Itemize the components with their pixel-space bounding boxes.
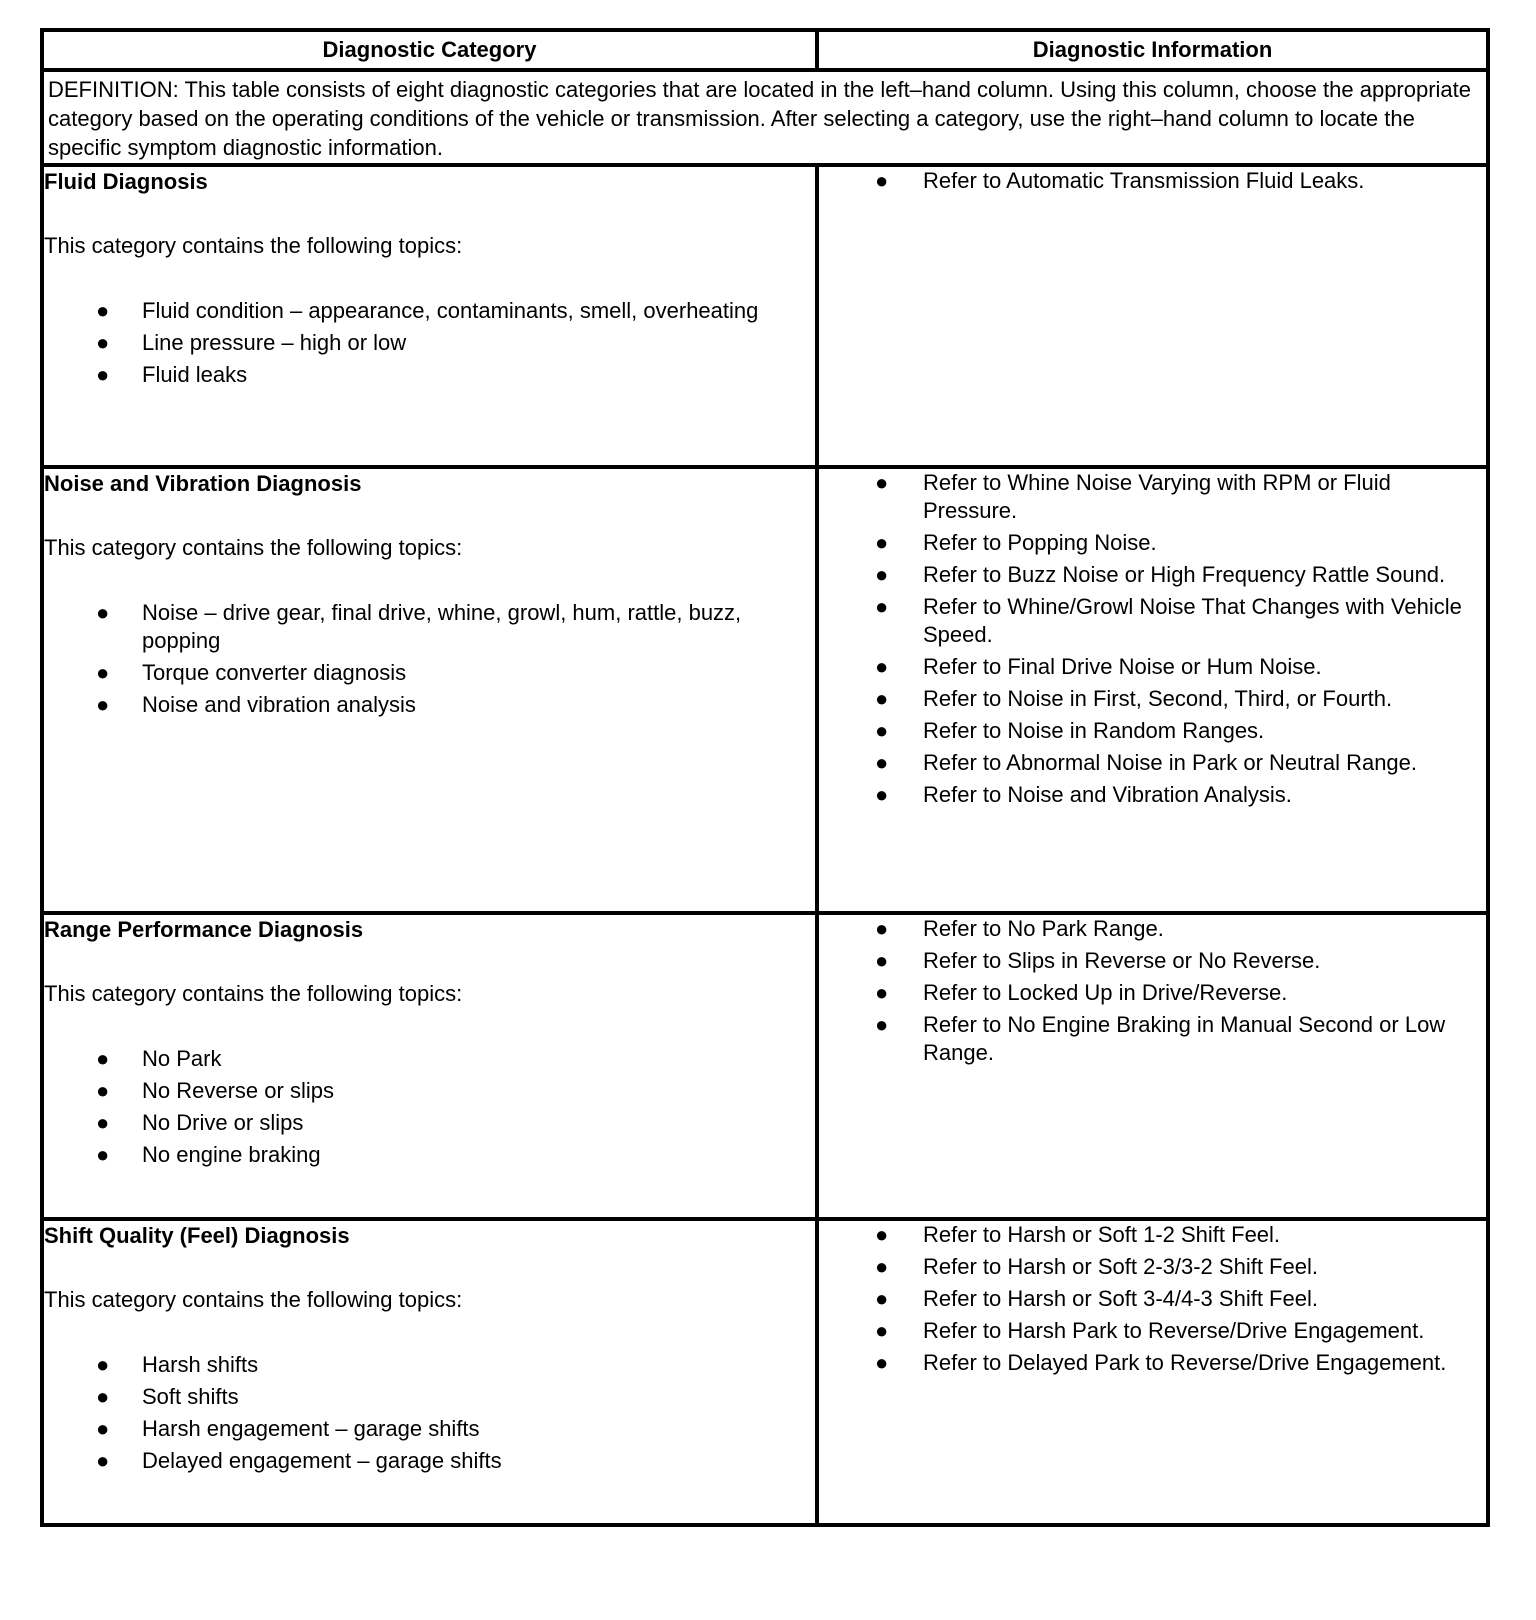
list-item bbox=[44, 599, 815, 655]
reference-text: Refer to Noise in Random Ranges. bbox=[923, 718, 1265, 743]
list-item bbox=[819, 167, 1486, 195]
header-diagnostic-category: Diagnostic Category bbox=[42, 30, 817, 70]
bullet-icon: ● bbox=[96, 1416, 110, 1441]
bullet-icon: ● bbox=[96, 1046, 110, 1071]
list-item bbox=[819, 593, 1486, 649]
reference-text: Refer to Buzz Noise or High Frequency Rattle Sound. bbox=[923, 562, 1446, 587]
category-intro: This category contains the following topics: bbox=[44, 981, 463, 1006]
bullet-icon: ● bbox=[875, 1318, 889, 1343]
category-title: Shift Quality (Feel) Diagnosis bbox=[44, 1223, 350, 1248]
list-item bbox=[819, 781, 1486, 809]
bullet-icon: ● bbox=[96, 1142, 110, 1167]
reference-text: Refer to Whine Noise Varying with RPM or Fluid Pressure. bbox=[923, 470, 1391, 523]
topic-list bbox=[44, 1351, 815, 1475]
table-row bbox=[42, 1219, 1488, 1525]
bullet-icon: ● bbox=[875, 654, 889, 679]
category-cell bbox=[42, 913, 817, 1219]
reference-text: Refer to No Park Range. bbox=[923, 916, 1164, 941]
category-title: Noise and Vibration Diagnosis bbox=[44, 471, 362, 496]
bullet-icon: ● bbox=[96, 1384, 110, 1409]
list-item bbox=[819, 717, 1486, 745]
list-item bbox=[44, 297, 815, 325]
topic-text: No engine braking bbox=[142, 1142, 321, 1167]
definition-row bbox=[42, 70, 1488, 165]
list-item bbox=[44, 1351, 815, 1379]
list-item bbox=[819, 1011, 1486, 1067]
bullet-icon: ● bbox=[96, 330, 110, 355]
list-item bbox=[819, 1285, 1486, 1313]
definition-text: DEFINITION: This table consists of eight diagnostic categories that are located in the left–hand column. Using this column, choose the appropriate category based on the operating conditions of the vehicle or transmission. After selecting a category, use the right–hand column to locate the specific symptom diagnostic information. bbox=[42, 70, 1488, 165]
bullet-icon: ● bbox=[875, 980, 889, 1005]
list-item bbox=[819, 469, 1486, 525]
bullet-icon: ● bbox=[96, 1448, 110, 1473]
list-item bbox=[819, 529, 1486, 557]
reference-text: Refer to Popping Noise. bbox=[923, 530, 1157, 555]
topic-text: No Park bbox=[142, 1046, 222, 1071]
table-row bbox=[42, 467, 1488, 913]
reference-text: Refer to Harsh or Soft 1-2 Shift Feel. bbox=[923, 1222, 1281, 1247]
reference-text: Refer to Locked Up in Drive/Reverse. bbox=[923, 980, 1288, 1005]
reference-text: Refer to Whine/Growl Noise That Changes with Vehicle Speed. bbox=[923, 594, 1462, 647]
topic-text: Fluid condition – appearance, contaminants, smell, overheating bbox=[142, 298, 759, 323]
category-cell bbox=[42, 467, 817, 913]
information-cell bbox=[817, 467, 1488, 913]
topic-text: No Drive or slips bbox=[142, 1110, 304, 1135]
bullet-icon: ● bbox=[875, 686, 889, 711]
reference-text: Refer to Final Drive Noise or Hum Noise. bbox=[923, 654, 1322, 679]
category-intro: This category contains the following topics: bbox=[44, 233, 463, 258]
list-item bbox=[44, 329, 815, 357]
list-item bbox=[819, 1221, 1486, 1249]
topic-list bbox=[44, 599, 815, 719]
header-diagnostic-information: Diagnostic Information bbox=[817, 30, 1488, 70]
topic-text: Line pressure – high or low bbox=[142, 330, 407, 355]
bullet-icon: ● bbox=[875, 718, 889, 743]
topic-text: Soft shifts bbox=[142, 1384, 239, 1409]
list-item bbox=[44, 1141, 815, 1169]
list-item bbox=[44, 1109, 815, 1137]
list-item bbox=[819, 561, 1486, 589]
category-cell bbox=[42, 1219, 817, 1525]
list-item bbox=[819, 653, 1486, 681]
bullet-icon: ● bbox=[875, 1012, 889, 1037]
reference-list bbox=[819, 469, 1486, 809]
reference-text: Refer to Harsh or Soft 3-4/4-3 Shift Feel. bbox=[923, 1286, 1318, 1311]
reference-text: Refer to Noise and Vibration Analysis. bbox=[923, 782, 1292, 807]
list-item bbox=[44, 1447, 815, 1475]
list-item bbox=[44, 659, 815, 687]
bullet-icon: ● bbox=[96, 1352, 110, 1377]
list-item bbox=[819, 1349, 1486, 1377]
reference-list bbox=[819, 915, 1486, 1067]
bullet-icon: ● bbox=[875, 168, 889, 193]
reference-text: Refer to No Engine Braking in Manual Second or Low Range. bbox=[923, 1012, 1446, 1065]
bullet-icon: ● bbox=[875, 750, 889, 775]
bullet-icon: ● bbox=[96, 692, 110, 717]
topic-text: No Reverse or slips bbox=[142, 1078, 334, 1103]
list-item bbox=[819, 947, 1486, 975]
bullet-icon: ● bbox=[875, 948, 889, 973]
category-intro: This category contains the following topics: bbox=[44, 1287, 463, 1312]
topic-text: Fluid leaks bbox=[142, 362, 248, 387]
information-cell bbox=[817, 913, 1488, 1219]
list-item bbox=[819, 915, 1486, 943]
list-item bbox=[44, 1045, 815, 1073]
list-item bbox=[44, 691, 815, 719]
category-rows bbox=[42, 165, 1488, 1525]
table-header-row bbox=[42, 30, 1488, 70]
bullet-icon: ● bbox=[96, 1078, 110, 1103]
bullet-icon: ● bbox=[875, 1254, 889, 1279]
table-row bbox=[42, 165, 1488, 467]
topic-text: Harsh engagement – garage shifts bbox=[142, 1416, 480, 1441]
bullet-icon: ● bbox=[96, 1110, 110, 1135]
topic-text: Delayed engagement – garage shifts bbox=[142, 1448, 502, 1473]
bullet-icon: ● bbox=[875, 1222, 889, 1247]
bullet-icon: ● bbox=[96, 298, 110, 323]
reference-text: Refer to Automatic Transmission Fluid Leaks. bbox=[923, 168, 1365, 193]
category-cell bbox=[42, 165, 817, 467]
bullet-icon: ● bbox=[96, 362, 110, 387]
reference-text: Refer to Slips in Reverse or No Reverse. bbox=[923, 948, 1321, 973]
topic-text: Noise – drive gear, final drive, whine, growl, hum, rattle, buzz, popping bbox=[142, 600, 742, 653]
list-item bbox=[44, 1415, 815, 1443]
category-title: Fluid Diagnosis bbox=[44, 169, 208, 194]
bullet-icon: ● bbox=[875, 782, 889, 807]
bullet-icon: ● bbox=[875, 470, 889, 495]
bullet-icon: ● bbox=[875, 916, 889, 941]
category-intro: This category contains the following topics: bbox=[44, 535, 463, 560]
reference-list bbox=[819, 167, 1486, 195]
bullet-icon: ● bbox=[875, 1350, 889, 1375]
diagnostic-table bbox=[40, 28, 1490, 1527]
information-cell bbox=[817, 165, 1488, 467]
table-row bbox=[42, 913, 1488, 1219]
information-cell bbox=[817, 1219, 1488, 1525]
reference-text: Refer to Harsh Park to Reverse/Drive Engagement. bbox=[923, 1318, 1425, 1343]
bullet-icon: ● bbox=[875, 594, 889, 619]
reference-text: Refer to Harsh or Soft 2-3/3-2 Shift Feel. bbox=[923, 1254, 1318, 1279]
list-item bbox=[44, 361, 815, 389]
list-item bbox=[819, 685, 1486, 713]
list-item bbox=[44, 1077, 815, 1105]
bullet-icon: ● bbox=[96, 600, 110, 625]
bullet-icon: ● bbox=[875, 562, 889, 587]
topic-text: Noise and vibration analysis bbox=[142, 692, 416, 717]
reference-text: Refer to Abnormal Noise in Park or Neutral Range. bbox=[923, 750, 1418, 775]
reference-text: Refer to Noise in First, Second, Third, or Fourth. bbox=[923, 686, 1393, 711]
bullet-icon: ● bbox=[875, 1286, 889, 1311]
topic-list bbox=[44, 1045, 815, 1169]
list-item bbox=[819, 1317, 1486, 1345]
reference-list bbox=[819, 1221, 1486, 1377]
list-item bbox=[819, 1253, 1486, 1281]
list-item bbox=[819, 979, 1486, 1007]
topic-text: Harsh shifts bbox=[142, 1352, 259, 1377]
topic-list bbox=[44, 297, 815, 389]
bullet-icon: ● bbox=[875, 530, 889, 555]
bullet-icon: ● bbox=[96, 660, 110, 685]
list-item bbox=[44, 1383, 815, 1411]
reference-text: Refer to Delayed Park to Reverse/Drive Engagement. bbox=[923, 1350, 1447, 1375]
topic-text: Torque converter diagnosis bbox=[142, 660, 407, 685]
list-item bbox=[819, 749, 1486, 777]
category-title: Range Performance Diagnosis bbox=[44, 917, 364, 942]
